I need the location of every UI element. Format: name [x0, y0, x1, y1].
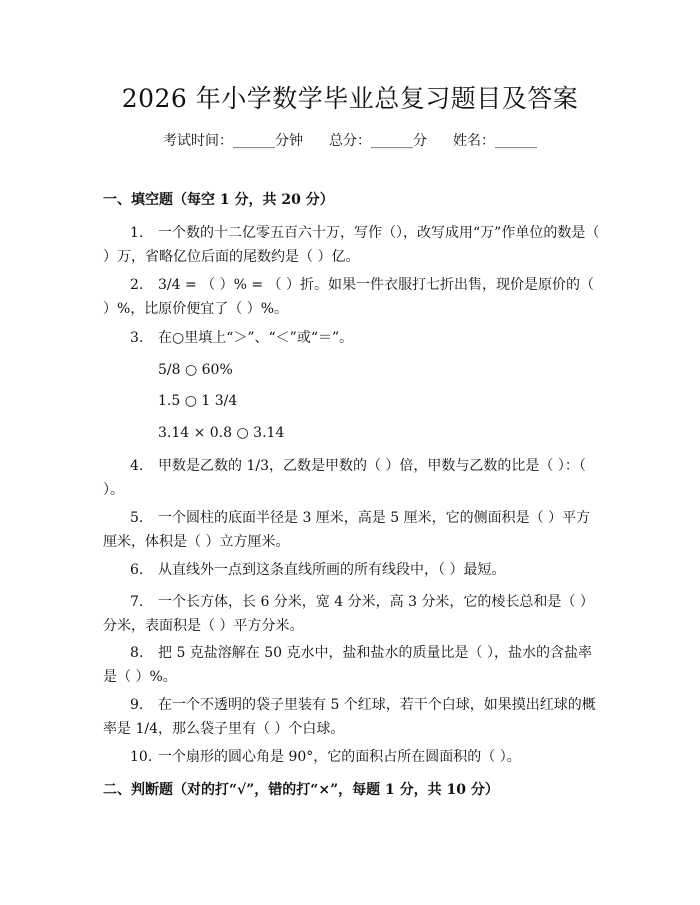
- question-5: [103, 506, 603, 554]
- question-3: [103, 326, 603, 350]
- question-1: [103, 221, 603, 269]
- question-number: 5.: [130, 510, 144, 526]
- question-number: 6.: [130, 562, 144, 578]
- student-name-label: 姓名：______: [453, 133, 537, 149]
- question-2: [103, 273, 603, 321]
- page-title: 2026 年小学数学毕业总复习题目及答案: [121, 84, 579, 113]
- question-9: [103, 693, 603, 741]
- question-text: 在一个不透明的袋子里装有 5 个红球，若干个白球，如果摸出红球的概率是 1/4，那么袋子里有（ ）个白球。: [103, 697, 596, 737]
- question-number: 4.: [130, 458, 144, 474]
- question-number: 9.: [130, 697, 144, 713]
- question-7: [103, 590, 603, 638]
- question-10: [103, 745, 603, 769]
- section-heading-true-false: 二、判断题（对的打“√”，错的打“×”，每题 1 分，共 10 分）: [103, 782, 499, 798]
- question-number: 3.: [130, 330, 144, 346]
- compare-item: 1.5 ○ 1 3/4: [158, 393, 238, 409]
- question-text: 把 5 克盐溶解在 50 克水中，盐和盐水的质量比是（ ），盐水的含盐率是（ ）%。: [103, 645, 592, 685]
- question-number: 2.: [130, 277, 144, 293]
- question-text: 甲数是乙数的 1/3，乙数是甲数的（ ）倍，甲数与乙数的比是（ ）：（ ）。: [103, 458, 586, 498]
- section-heading-fill-in: 一、填空题（每空 1 分，共 20 分）: [103, 192, 334, 208]
- question-number: 8.: [130, 645, 144, 661]
- question-text: 3/4 = （ ）% = （ ）折。如果一件衣服打七折出售，现价是原价的（ ）%，比原价便宜了（ ）%。: [103, 277, 594, 317]
- exam-info-line: [0, 131, 700, 151]
- question-4: [103, 454, 603, 502]
- question-text: 一个数的十二亿零五百六十万，写作（），改写成用“万”作单位的数是（ ）万，省略亿位后面的尾数约是（ ）亿。: [103, 225, 600, 265]
- question-number: 10.: [130, 749, 153, 765]
- total-score-label: 总分：______分: [329, 133, 427, 149]
- compare-item: 5/8 ○ 60%: [158, 362, 233, 378]
- exam-time-label: 考试时间：______分钟: [163, 133, 303, 149]
- question-number: 7.: [130, 594, 144, 610]
- question-text: 一个扇形的圆心角是 90°，它的面积占所在圆面积的（ ）。: [158, 749, 521, 765]
- question-text: 一个圆柱的底面半径是 3 厘米，高是 5 厘米，它的侧面积是（ ）平方厘米，体积是（ ）立方厘米。: [103, 510, 591, 550]
- compare-item: 3.14 × 0.8 ○ 3.14: [158, 425, 285, 441]
- question-6: [103, 558, 603, 582]
- question-text: 从直线外一点到这条直线所画的所有线段中，（ ）最短。: [158, 562, 506, 578]
- question-number: 1.: [130, 225, 144, 241]
- question-text: 在○里填上“＞”、“＜”或“＝”。: [158, 330, 354, 346]
- question-8: [103, 641, 603, 689]
- question-text: 一个长方体，长 6 分米，宽 4 分米，高 3 分米，它的棱长总和是（ ）分米，表面积是（ ）平方分米。: [103, 594, 594, 634]
